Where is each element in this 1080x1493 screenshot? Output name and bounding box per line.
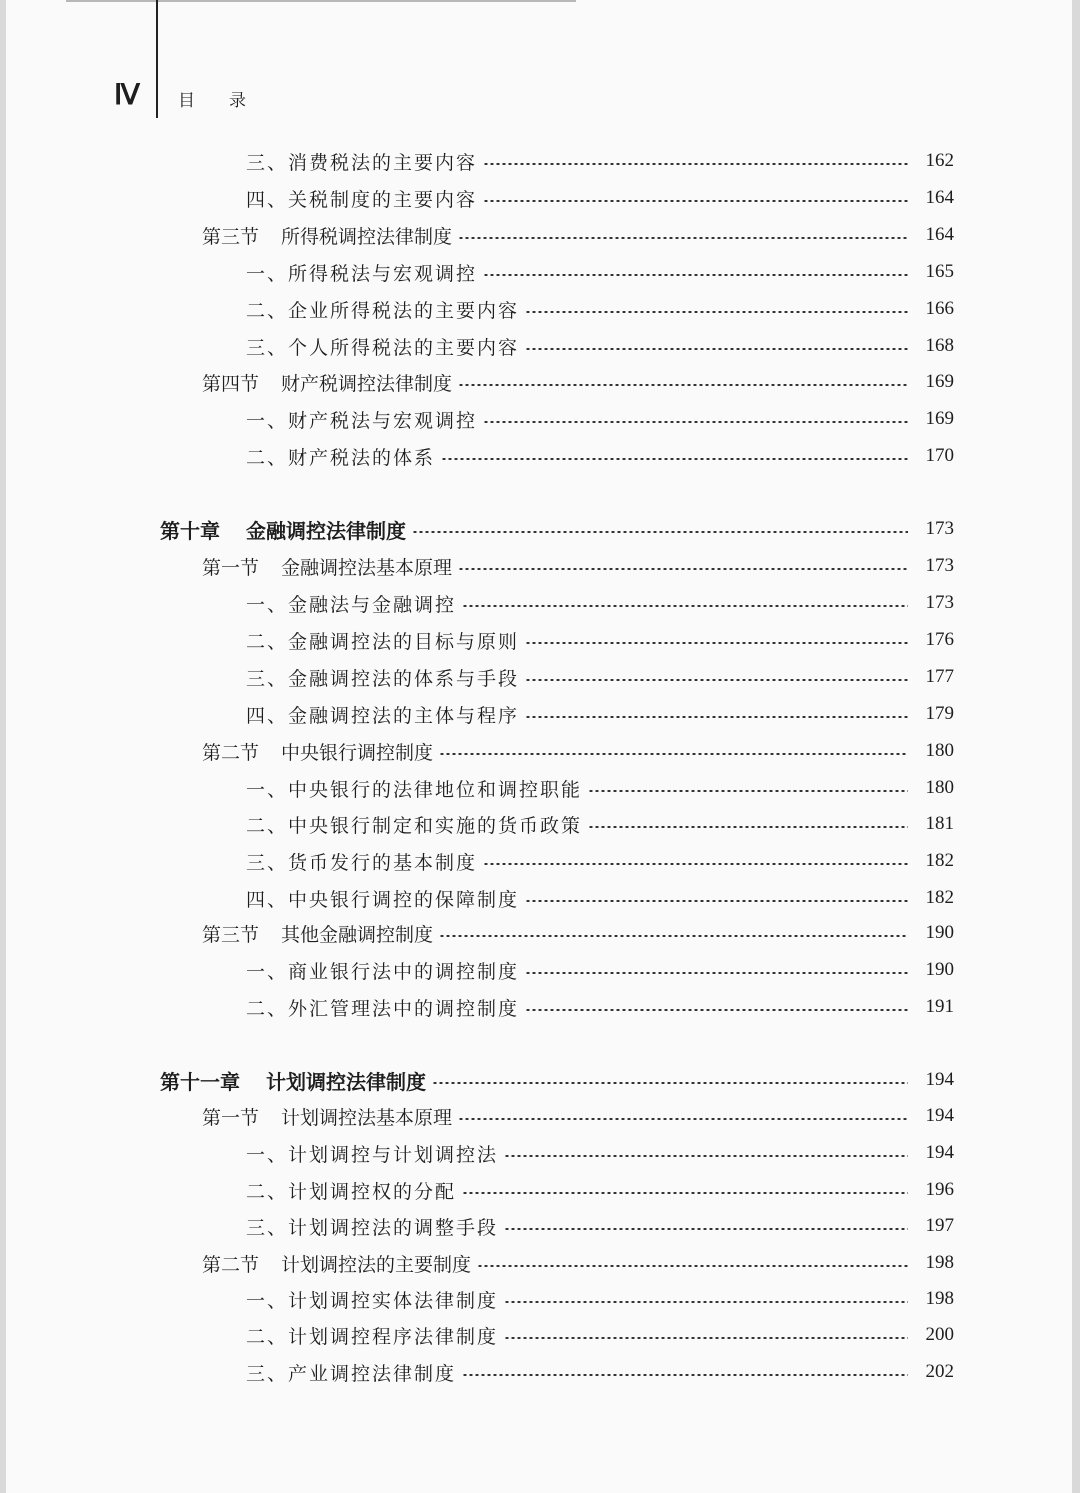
toc-item bbox=[246, 441, 954, 471]
toc-entry-label: 一、 bbox=[246, 960, 289, 983]
toc-entry-text bbox=[246, 957, 519, 984]
toc-entry-title: 金融调控法的主体与程序 bbox=[288, 704, 520, 727]
toc-entry-label: 一、 bbox=[246, 1143, 289, 1166]
toc-page-number: 202 bbox=[925, 1361, 954, 1382]
toc-entry-title: 计划调控实体法律制度 bbox=[288, 1289, 499, 1312]
toc-page-number: 176 bbox=[925, 629, 954, 650]
dot-leader bbox=[477, 1265, 908, 1267]
toc-page-number: 182 bbox=[925, 887, 954, 908]
toc-entry-title: 计划调控法的主要制度 bbox=[281, 1253, 472, 1276]
toc-entry-label: 三、 bbox=[246, 851, 289, 874]
toc-entry-label: 二、 bbox=[246, 814, 289, 837]
dot-leader bbox=[588, 790, 908, 792]
toc-entry-title: 财产税法的体系 bbox=[288, 446, 436, 469]
dot-leader bbox=[439, 935, 908, 937]
toc-entry-title: 个人所得税法的主要内容 bbox=[288, 336, 520, 359]
toc-entry-text bbox=[246, 811, 582, 838]
toc-entry-text bbox=[246, 627, 519, 654]
toc-entry-title: 金融调控法的目标与原则 bbox=[288, 630, 520, 653]
toc-entry-title: 企业所得税法的主要内容 bbox=[288, 299, 520, 322]
toc-entry-label: 第三节 bbox=[202, 923, 260, 946]
toc-entry-text bbox=[246, 885, 519, 912]
toc-item bbox=[246, 1211, 954, 1241]
dot-leader bbox=[483, 863, 908, 865]
toc-page-number: 190 bbox=[925, 959, 954, 980]
toc-entry-label: 四、 bbox=[246, 888, 289, 911]
dot-leader bbox=[504, 1228, 908, 1230]
toc-page-number: 194 bbox=[925, 1069, 954, 1090]
toc-entry-title: 商业银行法中的调控制度 bbox=[288, 960, 520, 983]
toc-entry-title: 中央银行调控的保障制度 bbox=[288, 888, 520, 911]
toc-entry-title: 中央银行的法律地位和调控职能 bbox=[288, 778, 583, 801]
toc-entry-title: 计划调控权的分配 bbox=[288, 1180, 457, 1203]
toc-entry-text bbox=[160, 1066, 426, 1095]
toc-entry-text bbox=[202, 553, 452, 580]
toc-entry-label: 三、 bbox=[246, 667, 289, 690]
toc-entry-text bbox=[246, 848, 477, 875]
dot-leader bbox=[504, 1155, 908, 1157]
toc-entry-text bbox=[246, 148, 477, 175]
dot-leader bbox=[483, 200, 908, 202]
toc-page-number: 196 bbox=[925, 1179, 954, 1200]
dot-leader bbox=[458, 237, 908, 239]
toc-entry-label: 二、 bbox=[246, 299, 289, 322]
toc-entry-title: 所得税调控法律制度 bbox=[281, 225, 453, 248]
dot-leader bbox=[462, 1374, 908, 1376]
toc-entry-text bbox=[246, 590, 456, 617]
dot-leader bbox=[525, 972, 908, 974]
toc-entry-title: 金融调控法的体系与手段 bbox=[288, 667, 520, 690]
toc-entry-text bbox=[246, 296, 519, 323]
toc-page-number: 181 bbox=[925, 813, 954, 834]
toc-item bbox=[246, 1357, 954, 1387]
toc-page-number: 182 bbox=[925, 850, 954, 871]
toc-item bbox=[246, 294, 954, 324]
toc-entry-title: 金融调控法律制度 bbox=[246, 518, 406, 543]
toc-entry-title: 计划调控程序法律制度 bbox=[288, 1325, 499, 1348]
toc-entry-title: 中央银行调控制度 bbox=[281, 741, 434, 764]
toc-item bbox=[246, 1175, 954, 1205]
toc-entry-label: 第一节 bbox=[202, 556, 260, 579]
dot-leader bbox=[483, 163, 908, 165]
toc-item bbox=[246, 846, 954, 876]
toc-entry-text bbox=[202, 738, 433, 765]
toc-entry-text bbox=[246, 1322, 498, 1349]
toc-page-number: 162 bbox=[925, 150, 954, 171]
dot-leader bbox=[458, 384, 908, 386]
toc-entry-label: 第十一章 bbox=[160, 1069, 240, 1094]
toc-entry-label: 第三节 bbox=[202, 225, 260, 248]
toc-entry-label: 第二节 bbox=[202, 1253, 260, 1276]
toc-item bbox=[246, 883, 954, 913]
toc-item bbox=[246, 183, 954, 213]
toc-entry-title: 金融法与金融调控 bbox=[288, 593, 457, 616]
toc-section bbox=[202, 367, 954, 397]
toc-section bbox=[202, 918, 954, 948]
toc-item bbox=[246, 955, 954, 985]
toc-entry-title: 金融调控法基本原理 bbox=[281, 556, 453, 579]
toc-entry-label: 二、 bbox=[246, 1180, 289, 1203]
toc-item bbox=[246, 992, 954, 1022]
running-header-title: 目录 bbox=[178, 91, 280, 111]
toc-entry-text bbox=[202, 1250, 471, 1277]
toc-entry-title: 财产税法与宏观调控 bbox=[288, 409, 478, 432]
dot-leader bbox=[483, 421, 908, 423]
toc-entry-title: 中央银行制定和实施的货币政策 bbox=[288, 814, 583, 837]
toc-page-number: 194 bbox=[925, 1105, 954, 1126]
dot-leader bbox=[525, 716, 908, 718]
dot-leader bbox=[432, 1082, 908, 1084]
dot-leader bbox=[483, 274, 908, 276]
toc-entry-label: 三、 bbox=[246, 336, 289, 359]
toc-page-number: 169 bbox=[925, 408, 954, 429]
toc-entry-text bbox=[246, 185, 477, 212]
toc-page-number: 173 bbox=[925, 555, 954, 576]
toc-section bbox=[202, 1101, 954, 1131]
toc-item bbox=[246, 1320, 954, 1350]
toc-entry-text bbox=[246, 664, 519, 691]
toc-page-number: 164 bbox=[925, 187, 954, 208]
toc-entry-label: 三、 bbox=[246, 1216, 289, 1239]
toc-item bbox=[246, 404, 954, 434]
toc-entry-text bbox=[246, 333, 519, 360]
toc-item bbox=[246, 1284, 954, 1314]
toc-page-number: 198 bbox=[925, 1252, 954, 1273]
toc-page-number: 169 bbox=[925, 371, 954, 392]
dot-leader bbox=[458, 568, 908, 570]
dot-leader bbox=[458, 1118, 908, 1120]
toc-entry-title: 计划调控与计划调控法 bbox=[288, 1143, 499, 1166]
toc-item bbox=[246, 625, 954, 655]
toc-page-number: 170 bbox=[925, 445, 954, 466]
toc-page-number: 168 bbox=[925, 335, 954, 356]
toc-entry-label: 一、 bbox=[246, 262, 289, 285]
toc-entry-title: 关税制度的主要内容 bbox=[288, 188, 478, 211]
toc-entry-label: 四、 bbox=[246, 704, 289, 727]
toc-page-number: 198 bbox=[925, 1288, 954, 1309]
dot-leader bbox=[525, 1009, 908, 1011]
toc-entry-label: 第一节 bbox=[202, 1106, 260, 1129]
dot-leader bbox=[525, 642, 908, 644]
toc-item bbox=[246, 331, 954, 361]
toc-entry-title: 产业调控法律制度 bbox=[288, 1362, 457, 1385]
toc-entry-title: 财产税调控法律制度 bbox=[281, 372, 453, 395]
toc-page-number: 164 bbox=[925, 224, 954, 245]
toc-entry-label: 四、 bbox=[246, 188, 289, 211]
toc-entry-label: 一、 bbox=[246, 1289, 289, 1312]
toc-entry-label: 二、 bbox=[246, 1325, 289, 1348]
toc-item bbox=[246, 699, 954, 729]
toc-entry-text bbox=[202, 920, 433, 947]
toc-entry-title: 计划调控法的调整手段 bbox=[288, 1216, 499, 1239]
toc-entry-label: 二、 bbox=[246, 997, 289, 1020]
toc-page-number: 180 bbox=[925, 740, 954, 761]
toc-chapter bbox=[160, 514, 954, 544]
toc-entry-text bbox=[246, 775, 582, 802]
dot-leader bbox=[525, 679, 908, 681]
toc-entry-label: 第二节 bbox=[202, 741, 260, 764]
toc-entry-text bbox=[246, 406, 477, 433]
toc-entry-text bbox=[202, 222, 452, 249]
toc-entry-text bbox=[246, 1359, 456, 1386]
toc-entry-title: 消费税法的主要内容 bbox=[288, 151, 478, 174]
toc-entry-text bbox=[246, 1177, 456, 1204]
dot-leader bbox=[412, 531, 908, 533]
toc-item bbox=[246, 588, 954, 618]
toc-item bbox=[246, 773, 954, 803]
toc-entry-label: 一、 bbox=[246, 409, 289, 432]
dot-leader bbox=[439, 753, 908, 755]
toc-entry-text bbox=[246, 701, 519, 728]
toc-page-number: 191 bbox=[925, 996, 954, 1017]
toc-entry-label: 二、 bbox=[246, 446, 289, 469]
toc-page-number: 194 bbox=[925, 1142, 954, 1163]
header-divider bbox=[156, 0, 158, 118]
toc-entry-text bbox=[246, 994, 519, 1021]
toc-section bbox=[202, 1248, 954, 1278]
toc-entry-text bbox=[246, 1140, 498, 1167]
toc-entry-label: 一、 bbox=[246, 593, 289, 616]
book-page bbox=[6, 0, 1072, 1493]
dot-leader bbox=[462, 1192, 908, 1194]
toc-page-number: 190 bbox=[925, 922, 954, 943]
dot-leader bbox=[504, 1337, 908, 1339]
top-rule bbox=[66, 0, 576, 2]
toc-page-number: 177 bbox=[925, 666, 954, 687]
toc-item bbox=[246, 662, 954, 692]
toc-entry-text bbox=[202, 1103, 452, 1130]
toc-entry-label: 第四节 bbox=[202, 372, 260, 395]
toc-entry-text bbox=[246, 1286, 498, 1313]
toc-section bbox=[202, 551, 954, 581]
toc-entry-label: 第十章 bbox=[160, 518, 220, 543]
toc-entry-text bbox=[160, 515, 406, 544]
toc-entry-label: 一、 bbox=[246, 778, 289, 801]
toc-page-number: 166 bbox=[925, 298, 954, 319]
toc-page-number: 173 bbox=[925, 518, 954, 539]
dot-leader bbox=[525, 900, 908, 902]
toc-item bbox=[246, 809, 954, 839]
page-number: Ⅳ bbox=[114, 80, 138, 111]
toc-page-number: 173 bbox=[925, 592, 954, 613]
toc-entry-text bbox=[246, 1213, 498, 1240]
dot-leader bbox=[504, 1301, 908, 1303]
toc-entry-title: 计划调控法基本原理 bbox=[281, 1106, 453, 1129]
dot-leader bbox=[525, 311, 908, 313]
toc-page-number: 200 bbox=[925, 1324, 954, 1345]
toc-item bbox=[246, 146, 954, 176]
toc-page-number: 165 bbox=[925, 261, 954, 282]
toc-entry-title: 外汇管理法中的调控制度 bbox=[288, 997, 520, 1020]
toc-page-number: 180 bbox=[925, 777, 954, 798]
toc-entry-text bbox=[202, 369, 452, 396]
toc-page-number: 197 bbox=[925, 1215, 954, 1236]
toc-entry-text bbox=[246, 443, 435, 470]
toc-entry-title: 其他金融调控制度 bbox=[281, 923, 434, 946]
dot-leader bbox=[525, 348, 908, 350]
toc-entry-text bbox=[246, 259, 477, 286]
toc-entry-label: 三、 bbox=[246, 1362, 289, 1385]
dot-leader bbox=[441, 458, 908, 460]
toc-section bbox=[202, 736, 954, 766]
toc-chapter bbox=[160, 1065, 954, 1095]
toc-section bbox=[202, 220, 954, 250]
toc-item bbox=[246, 1138, 954, 1168]
toc-entry-title: 计划调控法律制度 bbox=[266, 1069, 426, 1094]
toc-entry-label: 二、 bbox=[246, 630, 289, 653]
toc-entry-title: 货币发行的基本制度 bbox=[288, 851, 478, 874]
dot-leader bbox=[588, 826, 908, 828]
dot-leader bbox=[462, 605, 908, 607]
toc-entry-label: 三、 bbox=[246, 151, 289, 174]
toc-entry-title: 所得税法与宏观调控 bbox=[288, 262, 478, 285]
toc-item bbox=[246, 257, 954, 287]
toc-page-number: 179 bbox=[925, 703, 954, 724]
